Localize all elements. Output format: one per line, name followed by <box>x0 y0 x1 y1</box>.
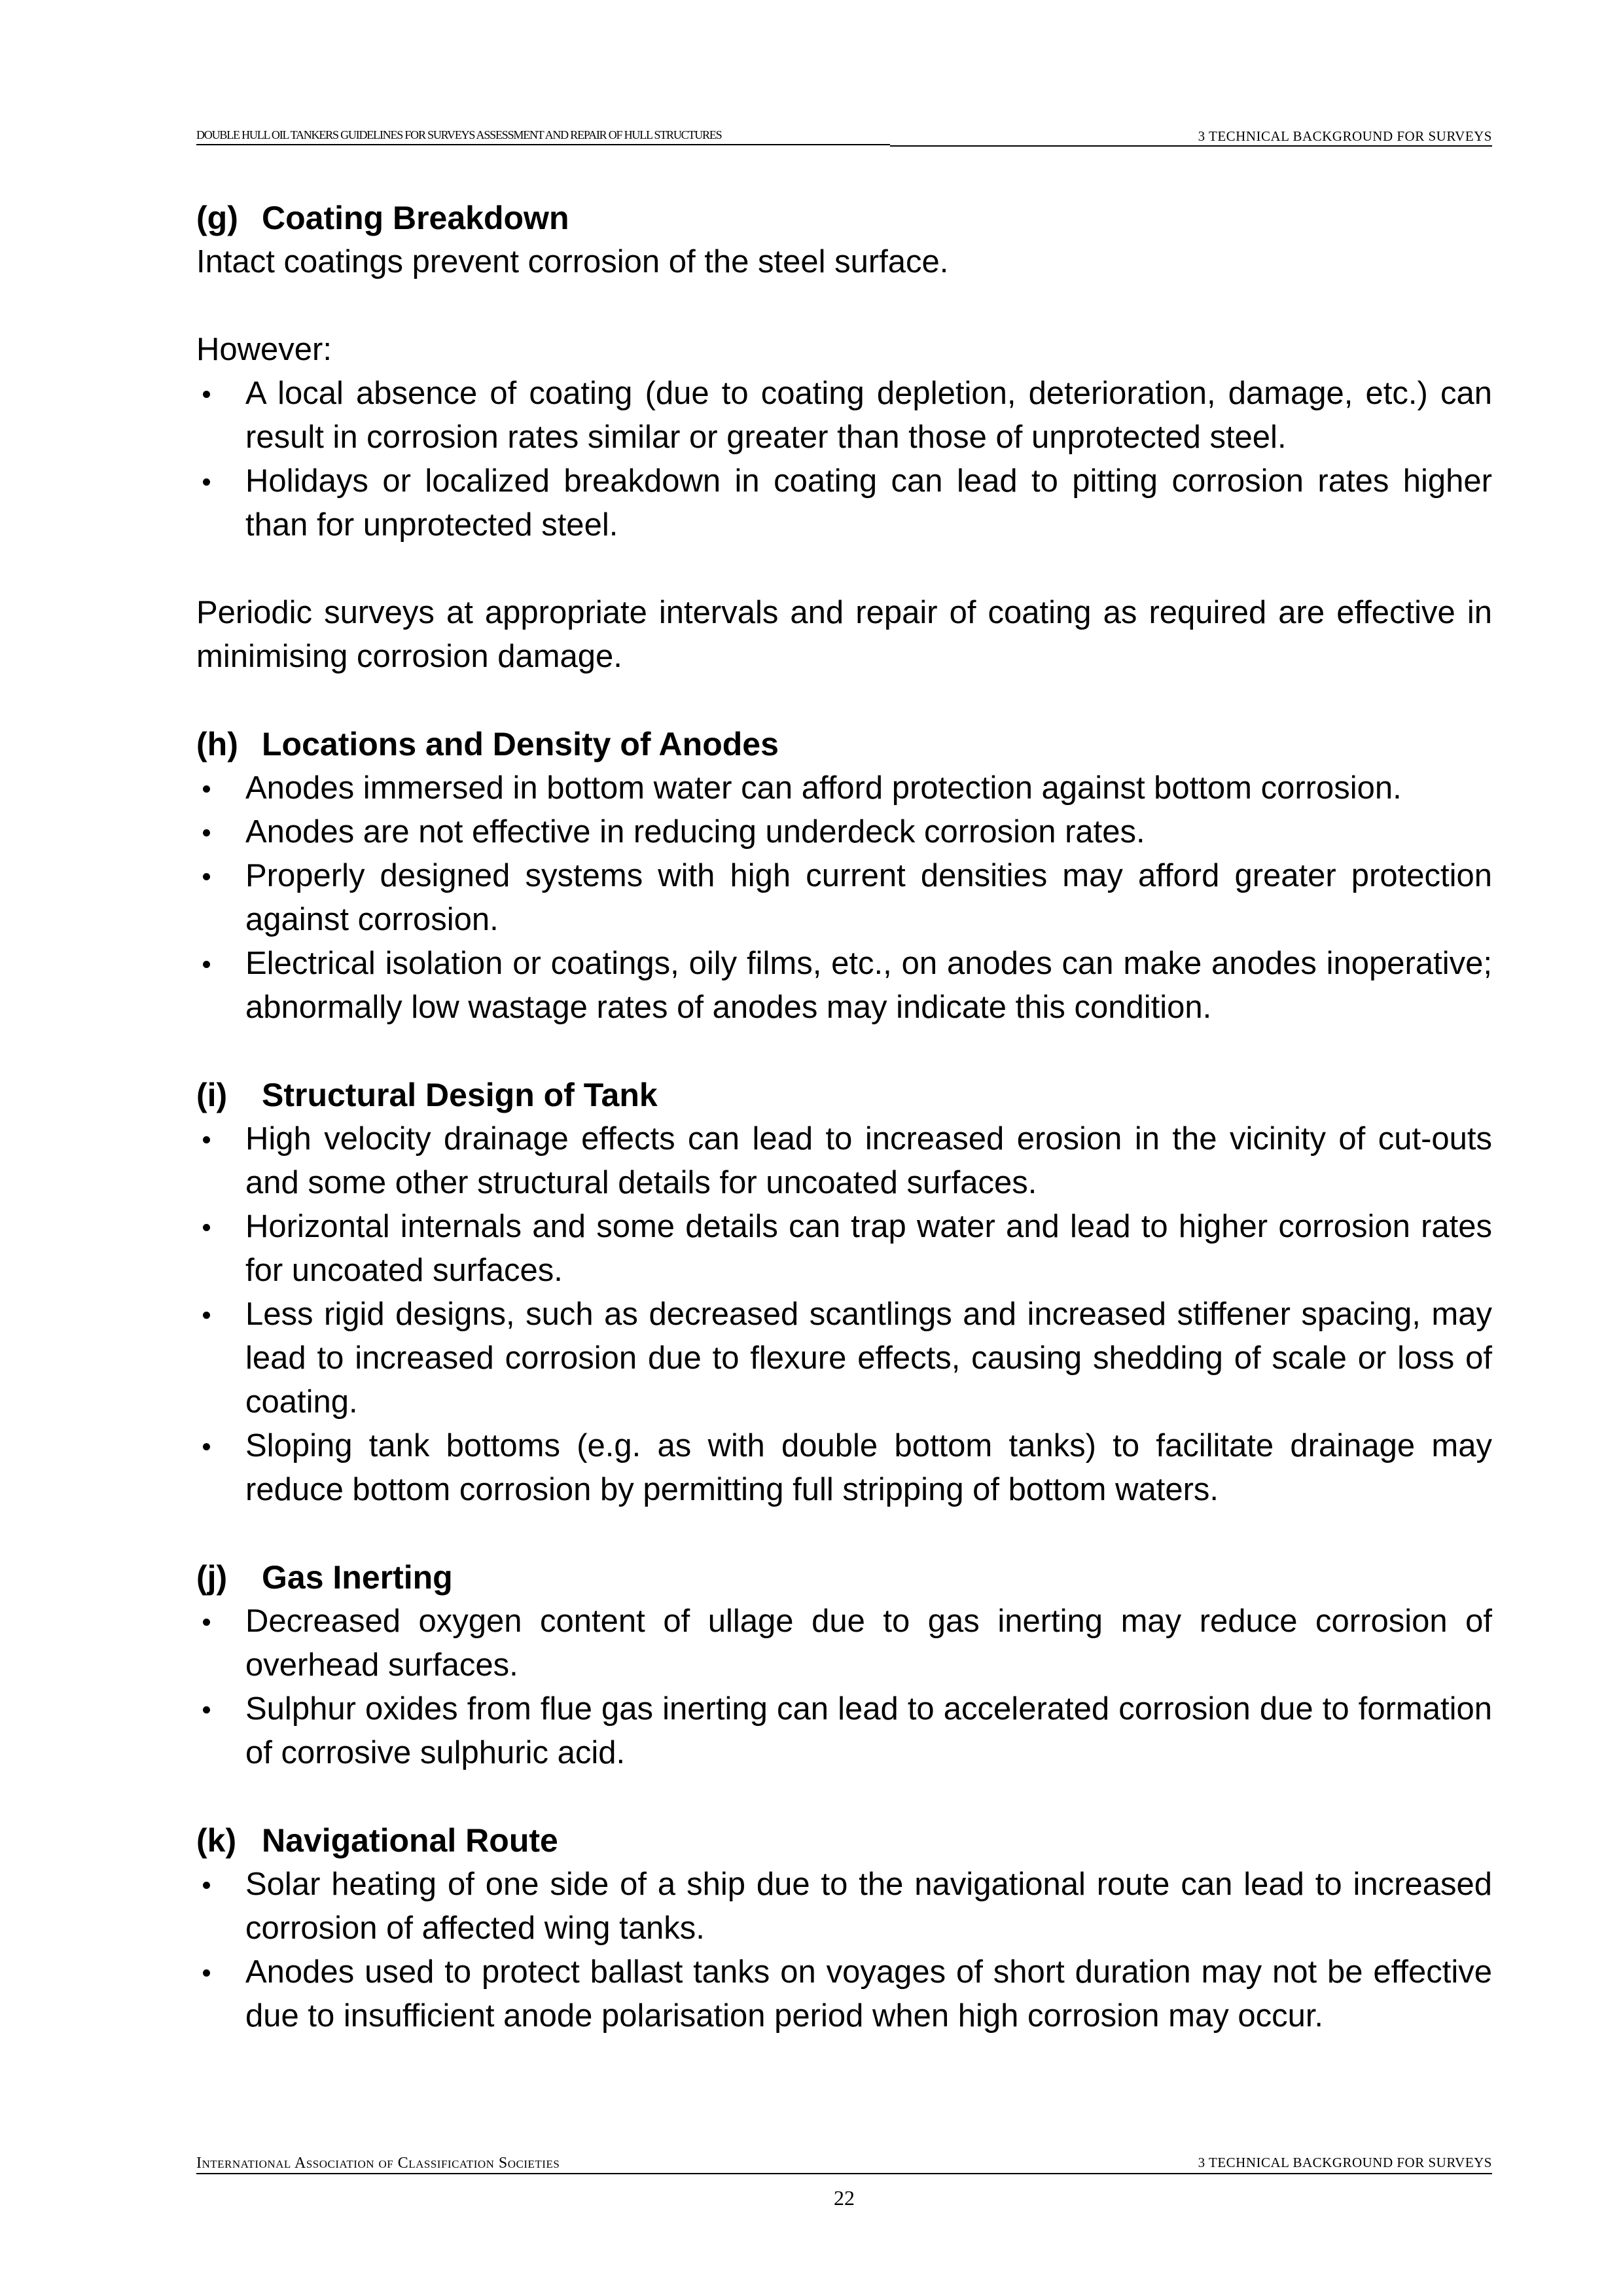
section-title: Locations and Density of Anodes <box>262 726 779 762</box>
bullet-icon <box>203 785 210 793</box>
main-content <box>196 196 1492 2082</box>
section-letter: (j) <box>196 1559 228 1596</box>
list-item <box>196 1293 1492 1424</box>
document-page <box>196 0 1492 2296</box>
section-letter: (k) <box>196 1822 237 1859</box>
list-item-text: Electrical isolation or coatings, oily films, etc., on anodes can make anodes inoperative; abnormally low wastage rates of anodes may indicate this condition. <box>245 946 1492 1025</box>
footer-rule <box>196 2173 1492 2174</box>
section-coating-breakdown <box>196 196 1492 679</box>
list-item <box>196 1424 1492 1512</box>
header-chapter-title: 3 TECHNICAL BACKGROUND FOR SURVEYS <box>1198 128 1492 144</box>
paragraph: However: <box>196 332 332 367</box>
page-number: 22 <box>834 2186 855 2210</box>
list-item-text: Anodes used to protect ballast tanks on voyages of short duration may not be effective due to insufficient anode polarisation period when high corrosion may occur. <box>245 1954 1492 2034</box>
list-item-text: Less rigid designs, such as decreased scantlings and increased stiffener spacing, may lead to increased corrosion due to flexure effects, causing shedding of scale or loss of coating. <box>245 1297 1492 1420</box>
list-item-text: Sloping tank bottoms (e.g. as with double bottom tanks) to facilitate drainage may reduce bottom corrosion by permitting full stripping of bottom waters. <box>245 1428 1492 1507</box>
section-title: Coating Breakdown <box>262 200 569 236</box>
section-heading <box>196 196 1492 240</box>
bullet-list <box>196 372 1492 547</box>
list-item <box>196 766 1492 810</box>
list-item <box>196 1117 1492 1205</box>
list-item <box>196 942 1492 1030</box>
list-item-text: Anodes are not effective in reducing underdeck corrosion rates. <box>245 814 1145 850</box>
header-document-title: DOUBLE HULL OIL TANKERS GUIDELINES FOR SURVEYS ASSESSMENT AND REPAIR OF HULL STRUCTURES <box>196 128 890 145</box>
bullet-icon <box>203 1312 210 1319</box>
list-item <box>196 854 1492 942</box>
list-item <box>196 372 1492 459</box>
bullet-icon <box>203 1619 210 1626</box>
bullet-list <box>196 1117 1492 1512</box>
bullet-icon <box>203 478 210 486</box>
bullet-list <box>196 1863 1492 2038</box>
header-rule <box>890 145 1492 147</box>
bullet-icon <box>203 1224 210 1231</box>
section-heading <box>196 1556 1492 1600</box>
list-item <box>196 1600 1492 1687</box>
paragraph: Intact coatings prevent corrosion of the steel surface. <box>196 244 949 279</box>
list-item <box>196 810 1492 854</box>
list-item <box>196 1205 1492 1293</box>
bullet-icon <box>203 391 210 398</box>
section-letter: (h) <box>196 726 238 762</box>
section-letter: (g) <box>196 200 238 236</box>
running-header <box>196 128 1492 148</box>
section-heading <box>196 723 1492 766</box>
footer-organization: International Association of Classification Societies <box>196 2155 560 2172</box>
section-anodes <box>196 723 1492 1030</box>
section-title: Navigational Route <box>262 1822 558 1859</box>
list-item-text: Solar heating of one side of a ship due to the navigational route can lead to increased corrosion of affected wing tanks. <box>245 1867 1492 1946</box>
bullet-icon <box>203 1136 210 1143</box>
list-item <box>196 1950 1492 2038</box>
list-item-text: Holidays or localized breakdown in coating can lead to pitting corrosion rates higher than for unprotected steel. <box>245 463 1492 543</box>
section-title: Gas Inerting <box>262 1559 453 1596</box>
list-item <box>196 1863 1492 1950</box>
bullet-icon <box>203 1443 210 1450</box>
section-structural-design <box>196 1073 1492 1512</box>
list-item-text: Sulphur oxides from flue gas inerting can lead to accelerated corrosion due to formation of corrosive sulphuric acid. <box>245 1691 1492 1770</box>
bullet-icon <box>203 829 210 836</box>
section-heading <box>196 1073 1492 1117</box>
list-item-text: A local absence of coating (due to coating depletion, deterioration, damage, etc.) can result in corrosion rates similar or greater than those of unprotected steel. <box>245 376 1492 455</box>
footer-chapter-title: 3 TECHNICAL BACKGROUND FOR SURVEYS <box>1198 2155 1492 2170</box>
running-footer <box>196 2155 1492 2174</box>
list-item <box>196 459 1492 547</box>
section-letter: (i) <box>196 1077 228 1113</box>
bullet-icon <box>203 873 210 880</box>
bullet-list <box>196 1600 1492 1775</box>
bullet-icon <box>203 961 210 968</box>
list-item-text: Decreased oxygen content of ullage due to gas inerting may reduce corrosion of overhead surfaces. <box>245 1604 1492 1683</box>
section-heading <box>196 1819 1492 1863</box>
bullet-icon <box>203 1969 210 1977</box>
section-title: Structural Design of Tank <box>262 1077 658 1113</box>
bullet-icon <box>203 1706 210 1713</box>
list-item-text: High velocity drainage effects can lead to increased erosion in the vicinity of cut-outs and some other structural details for uncoated surfaces. <box>245 1121 1492 1200</box>
bullet-icon <box>203 1882 210 1889</box>
list-item <box>196 1687 1492 1775</box>
bullet-list <box>196 766 1492 1030</box>
list-item-text: Horizontal internals and some details can trap water and lead to higher corrosion rates for uncoated surfaces. <box>245 1209 1492 1288</box>
list-item-text: Anodes immersed in bottom water can afford protection against bottom corrosion. <box>245 770 1402 806</box>
section-navigational-route <box>196 1819 1492 2038</box>
paragraph: Periodic surveys at appropriate intervals and repair of coating as required are effective in minimising corrosion damage. <box>196 595 1492 674</box>
list-item-text: Properly designed systems with high current densities may afford greater protection against corrosion. <box>245 858 1492 937</box>
section-gas-inerting <box>196 1556 1492 1775</box>
